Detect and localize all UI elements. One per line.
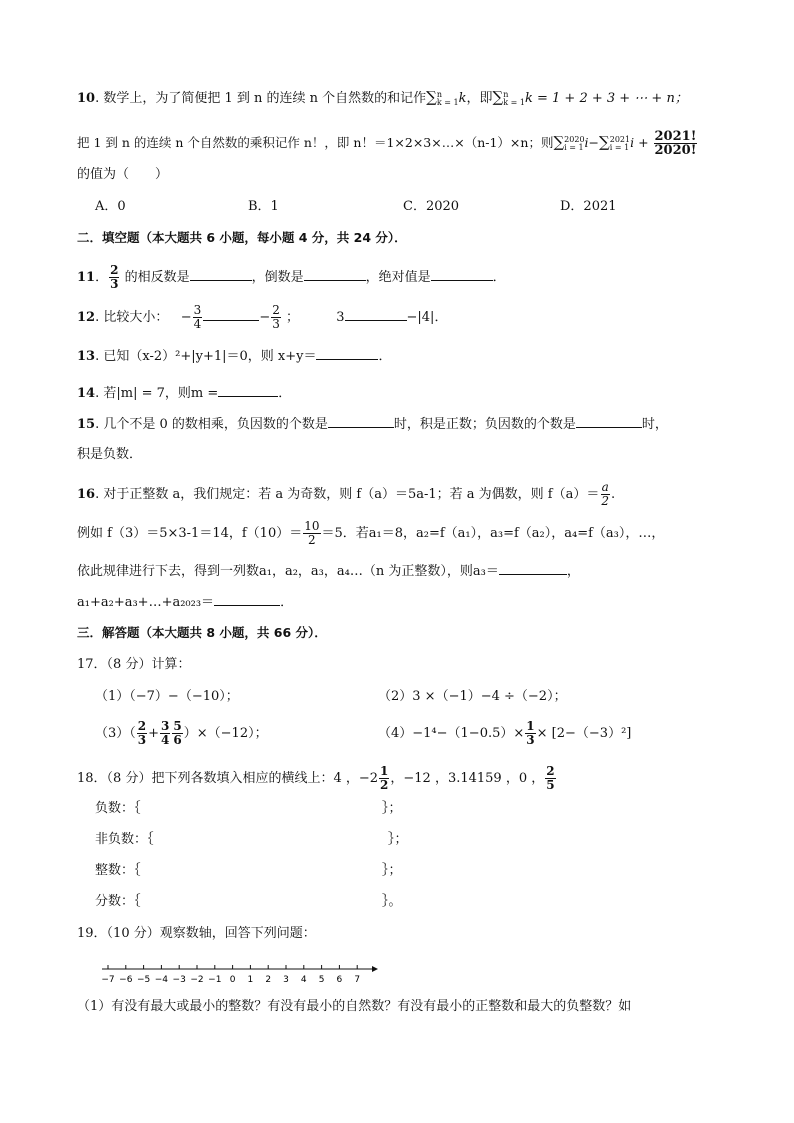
frac-den: 2020! <box>654 143 697 158</box>
tick-label: 7 <box>354 975 361 985</box>
axis-arrow-icon <box>372 966 378 972</box>
choice-d: D．2021 <box>560 199 617 214</box>
q18-last-frac <box>545 765 555 792</box>
sum-sub-2: k = 1 <box>503 97 525 107</box>
frac-num: 2021! <box>654 129 697 144</box>
choice-b: B．1 <box>248 199 279 214</box>
frac-num: a <box>601 480 609 494</box>
q15-t3: 时， <box>641 417 668 432</box>
q10-text1: . 数学上，为了简便把 1 到 n 的连续 n 个自然数的和记作 <box>95 91 427 106</box>
tick-label: 4 <box>300 975 307 985</box>
blank <box>203 308 259 321</box>
q17-p4-frac <box>525 720 535 747</box>
q15-number: 15 <box>77 417 96 432</box>
sum-i: i <box>584 135 589 150</box>
tick-label: 2 <box>265 975 272 985</box>
sum-2021: 2021 <box>609 134 631 144</box>
q10-fraction <box>654 130 698 157</box>
q16-l2b: ＝5．若a₁＝8，a₂=f（a₁），a₃=f（a₂），a₄=f（a₃），…， <box>321 526 665 541</box>
sum-i-sub: i = 1 <box>564 142 584 152</box>
q12-d: −|4| <box>406 310 435 325</box>
q18-row-nonnegative: 非负数：｛ <box>95 832 154 847</box>
frac-den: 3 <box>110 277 119 291</box>
tick-label: −5 <box>136 975 151 985</box>
frac-num: 1 <box>380 764 389 778</box>
sum-sup: n <box>436 89 443 99</box>
tick-label: −7 <box>101 975 115 985</box>
sum-sub: k = 1 <box>436 97 459 107</box>
q13-text: . 已知（x-2）²+|y+1|＝0，则 x+y＝ <box>95 349 317 364</box>
q13-number: 13 <box>77 349 96 364</box>
frac-den: 3 <box>137 733 147 747</box>
q15-t2: 时，积是正数；负因数的个数是 <box>393 417 576 432</box>
tick-label: 0 <box>229 975 236 985</box>
q11: 11． $\frac{2}{3}$ 的相反数是 ，倒数是 ，绝对值是 ． <box>77 263 506 291</box>
blank <box>499 562 567 575</box>
q16-l3end: ， <box>566 564 580 579</box>
q14 <box>77 384 291 403</box>
q16-frac-f <box>303 520 320 547</box>
q16-l1: . 对于正整数 a，我们规定：若 a 为奇数，则 f（a）＝5a-1；若 a 为偶数，则 f（a）＝ <box>95 487 600 502</box>
blank <box>218 384 278 397</box>
frac-den: 2 <box>601 494 609 508</box>
minus: − <box>259 310 271 325</box>
q10-line1 <box>77 88 688 108</box>
tick-label: −3 <box>172 975 186 985</box>
frac-num: 10 <box>304 519 320 533</box>
frac-num: 2 <box>110 263 119 277</box>
q12-number: 12 <box>77 310 96 325</box>
frac-den: 3 <box>526 733 535 747</box>
q12-frac-a <box>193 304 203 331</box>
frac-num: 3 <box>161 719 170 733</box>
frac-den: 2 <box>380 778 389 792</box>
sum-2020: 2020 <box>564 134 585 144</box>
q12-text: . 比较大小： <box>95 310 169 325</box>
tick-group <box>101 965 360 985</box>
q17-p3-f2 <box>160 720 170 747</box>
sum-i-2: i <box>630 135 635 150</box>
q18-row-fraction: 分数：｛ <box>95 894 141 909</box>
frac-den: 4 <box>161 733 170 747</box>
tick-label: −1 <box>208 975 222 985</box>
q10-line2-text: 把 1 到 n 的连续 n 个自然数的乘积记作 n！，即 n！＝1×2×3×…×（n-1）×n；则 <box>77 135 554 150</box>
q11-t1: 的相反数是 <box>124 270 190 285</box>
q18-row-nonnegative-close: ｝； <box>388 832 408 847</box>
q10-text3: k = 1 + 2 + 3 + ⋯ + n； <box>524 91 688 106</box>
q15-line2: 积是负数． <box>77 447 143 462</box>
q18-head <box>77 765 557 792</box>
sum-k: k <box>458 91 467 106</box>
q10-text2: ，即 <box>466 91 493 106</box>
q17-p3b: ）×（−12）； <box>183 726 268 741</box>
sum-sup-2: n <box>503 89 509 99</box>
tick-label: −4 <box>154 975 169 985</box>
section-3-heading: 三．解答题（本大题共 8 小题，共 66 分）． <box>77 625 327 640</box>
sum-symbol-4: ∑ <box>599 133 610 151</box>
q18-row-fraction-close: ｝。 <box>382 894 402 909</box>
q12-c: 3 <box>336 310 345 325</box>
q11-number: 11 <box>77 270 96 285</box>
minus: − <box>180 310 192 325</box>
tick-label: 5 <box>318 975 325 985</box>
q17-p3-f3 <box>172 720 182 747</box>
frac-den: 6 <box>173 733 182 747</box>
frac-num: 2 <box>272 303 280 317</box>
q16-l2a: 例如 f（3）＝5×3-1＝14，f（10）＝ <box>77 526 303 541</box>
blank <box>316 347 378 360</box>
q11-end: ． <box>492 270 506 285</box>
q16-number: 16 <box>77 487 96 502</box>
q14-text: . 若|m| = 7，则m = <box>95 386 219 401</box>
q17-p3 <box>95 720 268 747</box>
q17-p3-f1 <box>137 720 147 747</box>
q17-p4a: （4）−1⁴−（1−0.5）× <box>378 726 525 741</box>
q18-row-negative: 负数：｛ <box>95 801 141 816</box>
q11-t2: ，倒数是 <box>251 270 304 285</box>
frac-num: 1 <box>526 719 535 733</box>
frac-num: 2 <box>137 719 147 733</box>
q14-end: ． <box>278 386 292 401</box>
q18-row-negative-close: ｝； <box>382 801 402 816</box>
q12 <box>77 304 447 331</box>
q15-line1 <box>77 415 668 434</box>
tick-label: −2 <box>190 975 204 985</box>
sum-symbol: ∑ <box>426 88 437 106</box>
tick-label: 1 <box>247 975 254 985</box>
q19-p1: （1）有没有最大或最小的整数？有没有最小的自然数？有没有最小的正整数和最大的负整数？如 <box>77 999 632 1014</box>
q16-line3 <box>77 562 580 581</box>
sum-symbol-2: ∑ <box>492 88 504 106</box>
q18-head-text: 18．（8 分）把下列各数填入相应的横线上：4 ，−2 <box>77 771 379 786</box>
q11-t3: ，绝对值是 <box>365 270 431 285</box>
number-line <box>100 962 390 992</box>
q12-end: ． <box>434 310 448 325</box>
tick-label: 6 <box>336 975 343 985</box>
q17-p2: （2）3 ×（−1）−4 ÷（−2）； <box>378 689 567 704</box>
sum-symbol-3: ∑ <box>553 133 565 151</box>
q12-frac-b <box>271 304 281 331</box>
q17-p3a: （3）（ <box>95 726 136 741</box>
q18-row-integer: 整数：｛ <box>95 863 141 878</box>
frac-den: 3 <box>272 317 280 331</box>
blank <box>190 268 252 281</box>
tick-label: −6 <box>119 975 133 985</box>
blank <box>345 308 407 321</box>
q10-number: 10 <box>77 91 96 106</box>
blank <box>576 415 642 428</box>
q19-head: 19．（10 分）观察数轴，回答下列问题： <box>77 926 316 941</box>
q18-rest: ，−12 ，3.14159 ，0 ， <box>390 771 545 786</box>
q17-head: 17．（8 分）计算： <box>77 657 191 672</box>
q18-mixed-frac <box>379 765 389 792</box>
frac-den: 2 <box>308 533 316 547</box>
frac-num: 5 <box>173 719 182 733</box>
q11-fraction <box>109 264 119 291</box>
q13-end: ． <box>378 349 392 364</box>
q18-row-integer-close: ｝； <box>382 863 402 878</box>
q14-number: 14 <box>77 386 96 401</box>
q16-line4 <box>77 593 293 612</box>
q16-frac-a <box>600 481 610 508</box>
choice-a: A．0 <box>95 199 126 214</box>
dot: . <box>611 487 616 502</box>
q17-p4 <box>378 720 631 747</box>
blank <box>328 415 394 428</box>
q17-p4b: × [2−（−3）²] <box>536 726 632 741</box>
q15-t1: . 几个不是 0 的数相乘，负因数的个数是 <box>95 417 328 432</box>
q16-line2 <box>77 520 664 547</box>
section-2-heading: 二．填空题（本大题共 6 小题，每小题 4 分，共 24 分）． <box>77 230 407 245</box>
frac-num: 3 <box>193 303 202 317</box>
choice-c: C．2020 <box>403 199 460 214</box>
blank <box>304 268 366 281</box>
q13 <box>77 347 391 366</box>
q16-l4: a₁+a₂+a₃+…+a₂₀₂₃＝ <box>77 595 215 610</box>
semicolon: ； <box>286 310 300 325</box>
plus: + <box>148 726 160 741</box>
blank <box>431 268 493 281</box>
q10-line2: 把 1 到 n 的连续 n 个自然数的乘积记作 n！，即 n！＝1×2×3×…×（n-1）×n；则∑ 2020 i = 1 i−∑ 2021 i = 1 i + $\frac{2021!}{2020!}$ <box>77 129 697 158</box>
q16-l3: 依此规律进行下去，得到一列数a₁，a₂，a₃，a₄…（n 为正整数），则a₃＝ <box>77 564 499 579</box>
q10-line3: 的值为（ ） <box>77 167 169 182</box>
q17-p1: （1）（−7）−（−10）； <box>95 689 239 704</box>
blank <box>214 593 280 606</box>
q16-l4end: ． <box>280 595 294 610</box>
frac-den: 4 <box>193 317 202 331</box>
q16-line1 <box>77 481 615 508</box>
frac-num: 2 <box>546 764 555 778</box>
tick-label: 3 <box>283 975 289 985</box>
sum-i-sub-2: i = 1 <box>609 142 630 152</box>
frac-den: 5 <box>546 778 555 792</box>
